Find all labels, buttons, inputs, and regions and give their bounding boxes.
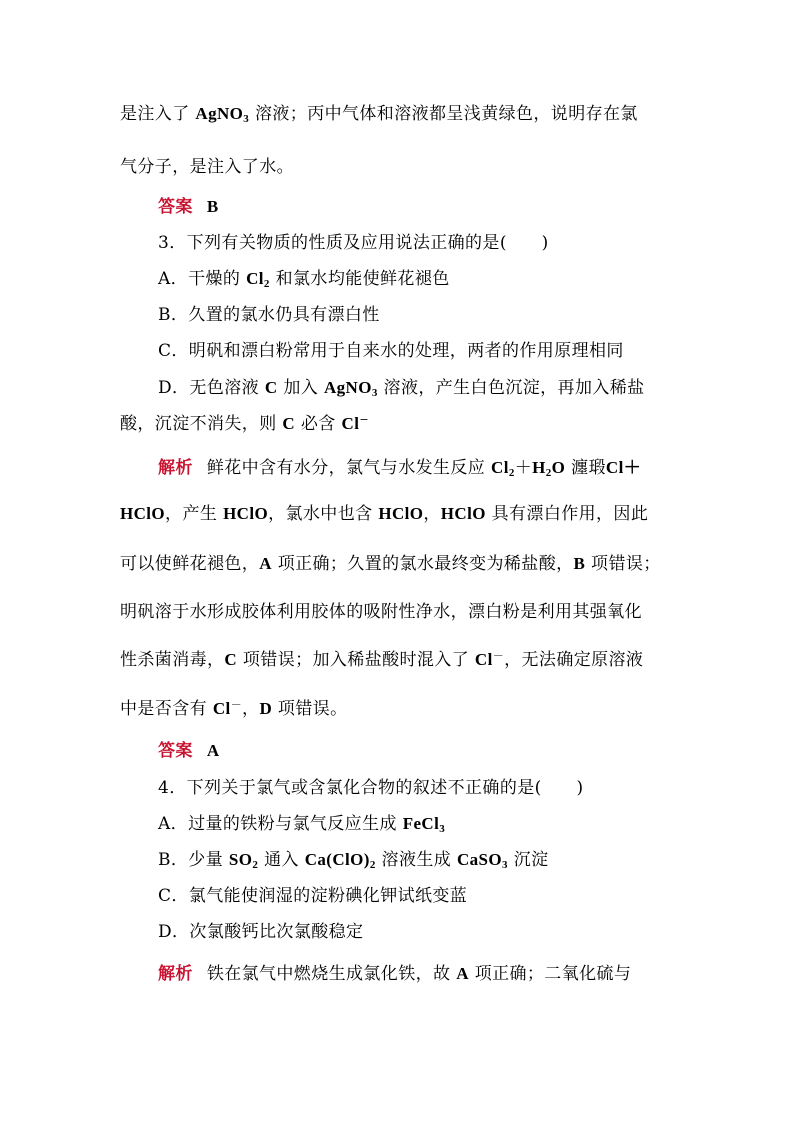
text: 是注入了: [120, 104, 196, 124]
formula: C: [282, 414, 296, 433]
text: 项错误；加入稀盐酸时混入了: [237, 650, 475, 670]
text-line: 气分子，是注入了水。: [120, 157, 294, 177]
analysis-line: [158, 963, 794, 985]
formula: D: [259, 699, 273, 718]
text: 可以使鲜花褪色，: [120, 554, 260, 574]
answer-label: 答案: [158, 741, 193, 761]
text: 铁在氯气中燃烧生成氯化铁，故: [206, 964, 457, 984]
text: 中是否含有: [120, 699, 213, 719]
formula: Cl: [246, 269, 264, 288]
formula: O: [551, 458, 566, 477]
formula: AgNO: [323, 378, 372, 397]
text: 加入: [277, 378, 324, 398]
subscript: 3: [439, 823, 446, 835]
formula: Ca(ClO): [304, 850, 370, 869]
subscript: 2: [252, 859, 259, 871]
text: D．无色溶液: [158, 378, 265, 398]
text: 沉淀: [507, 850, 549, 870]
analysis-line: [120, 503, 794, 525]
analysis-label: 解析: [158, 964, 193, 984]
text: ＋: [514, 458, 533, 478]
formula: HClO: [120, 504, 166, 523]
question-stem: [158, 777, 794, 799]
text: 瀍瑖: [565, 458, 606, 478]
subscript: 2: [508, 467, 515, 479]
text: ，: [242, 699, 260, 719]
formula: SO: [228, 850, 253, 869]
formula: FeCl: [402, 814, 440, 833]
analysis-label: 解析: [158, 458, 193, 478]
text: ，: [423, 504, 441, 524]
analysis-line: [120, 698, 794, 720]
superscript: −: [359, 413, 369, 426]
answer-line: [158, 740, 794, 762]
subscript: 3: [243, 113, 250, 125]
option-a: [158, 268, 794, 290]
subscript: 3: [371, 387, 378, 399]
text: ，无法确定原溶液: [504, 650, 644, 670]
formula: H: [532, 458, 546, 477]
subscript: 2: [263, 278, 270, 290]
formula: A: [259, 554, 272, 573]
blank: [507, 233, 542, 253]
answer-label: 答案: [158, 197, 193, 217]
option-d: [158, 377, 794, 399]
formula: HClO: [440, 504, 486, 523]
formula: Cl: [341, 414, 360, 433]
formula: Cl: [212, 699, 231, 718]
formula: CaSO: [456, 850, 503, 869]
formula: HClO: [378, 504, 424, 523]
option-a: [158, 813, 794, 835]
subscript: 2: [545, 467, 552, 479]
option-c: C．明矾和漂白粉常用于自来水的处理，两者的作用原理相同: [158, 341, 624, 361]
blank: [542, 778, 577, 798]
superscript: －: [492, 649, 505, 662]
formula: A: [456, 964, 469, 983]
text: 4．下列关于氯气或含氯化合物的叙述不正确的是(: [158, 778, 542, 798]
formula: Cl＋: [605, 458, 642, 477]
text: 和氯水均能使鲜花褪色: [269, 269, 450, 289]
answer-value: A: [206, 741, 220, 760]
text: ，产生: [165, 504, 224, 524]
analysis-line: [158, 457, 794, 479]
text: 溶液生成: [375, 850, 457, 870]
text: 项正确；二氧化硫与: [468, 964, 632, 984]
text-line: [120, 103, 794, 125]
formula: AgNO: [195, 104, 244, 123]
formula: C: [224, 650, 238, 669]
text: 必含: [295, 414, 342, 434]
text: A．过量的铁粉与氯气反应生成: [158, 814, 403, 834]
formula: Cl: [491, 458, 509, 477]
option-d: D．次氯酸钙比次氯酸稳定: [158, 922, 364, 942]
text: ，氯水中也含: [268, 504, 379, 524]
text: 性杀菌消毒，: [120, 650, 225, 670]
answer-value: B: [206, 197, 219, 216]
text: 项正确；久置的氯水最终变为稀盐酸，: [271, 554, 574, 574]
text: B．少量: [158, 850, 229, 870]
option-d-cont: [120, 413, 794, 435]
text: 溶液；丙中气体和溶液都呈浅黄绿色，说明存在氯: [249, 104, 638, 124]
option-c: C．氯气能使润湿的淀粉碘化钾试纸变蓝: [158, 886, 468, 906]
text: 溶液，产生白色沉淀，再加入稀盐: [377, 378, 645, 398]
analysis-line: 明矾溶于水形成胶体利用胶体的吸附性净水，漂白粉是利用其强氧化: [120, 602, 642, 622]
option-b: [158, 849, 794, 871]
text: ): [576, 778, 584, 798]
text: 具有漂白作用，因此: [485, 504, 649, 524]
formula: Cl: [474, 650, 493, 669]
subscript: 3: [502, 859, 508, 871]
answer-line: [158, 196, 794, 218]
text: 项错误。: [272, 699, 348, 719]
text: ): [541, 233, 549, 253]
formula: B: [573, 554, 586, 573]
text: A．干燥的: [158, 269, 247, 289]
text: 鲜花中含有水分，氯气与水发生反应: [206, 458, 492, 478]
analysis-line: [120, 553, 794, 575]
text: 3．下列有关物质的性质及应用说法正确的是(: [158, 233, 507, 253]
text: 酸，沉淀不消失，则: [120, 414, 283, 434]
analysis-line: [120, 649, 794, 671]
text: 项错误；: [585, 554, 661, 574]
superscript: －: [230, 698, 243, 711]
option-b: B．久置的氯水仍具有漂白性: [158, 305, 380, 325]
formula: C: [264, 378, 278, 397]
text: 通入: [258, 850, 305, 870]
formula: HClO: [223, 504, 269, 523]
question-stem: [158, 232, 794, 254]
subscript: 2: [369, 859, 376, 871]
